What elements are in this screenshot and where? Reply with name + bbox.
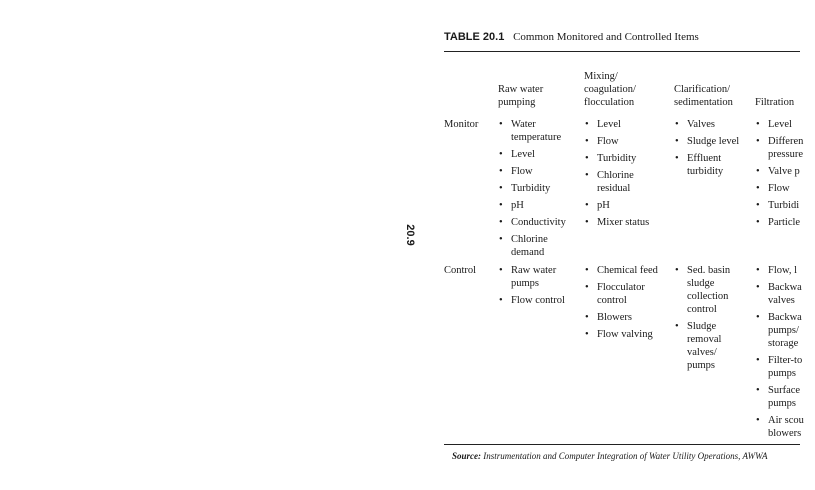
list-item: • Flow [755, 182, 815, 195]
list-item: • Chemical feed [584, 264, 664, 277]
source-label: Source: [452, 451, 481, 461]
table-caption [444, 31, 699, 43]
list-item: • Flow [498, 165, 576, 178]
monitor-raw-water-cell [498, 118, 576, 263]
source-text: Instrumentation and Computer Integration of Water Utility Operations, AWWA [483, 451, 768, 461]
list-item: • Blowers [584, 311, 664, 324]
list-item: • Sludge removal valves/ pumps [674, 320, 740, 372]
column-header-raw-water-pumping: Raw water pumping [498, 84, 544, 108]
list-item: • Flow [584, 135, 664, 148]
list-item: • Chlorine demand [498, 233, 576, 259]
column-header-clarification: Clarification/ sedimentation [674, 84, 733, 108]
control-mixing-cell [584, 264, 664, 345]
control-filtration-cell [755, 264, 815, 444]
monitor-clarification-cell [674, 118, 740, 182]
list-item: • Turbidity [584, 152, 664, 165]
list-item: • Flow control [498, 294, 580, 307]
list-item: • pH [498, 199, 576, 212]
list-item: • Level [584, 118, 664, 131]
list-item: • Sed. basin sludge collection control [674, 264, 740, 316]
list-item: • Raw water pumps [498, 264, 580, 290]
list-item: • Valves [674, 118, 740, 131]
list-item: • Backwa pumps/ storage [755, 311, 815, 350]
list-item: • Turbidi [755, 199, 815, 212]
list-item: • Level [498, 148, 576, 161]
list-item: • Surface pumps [755, 384, 815, 410]
row-label-control: Control [444, 265, 477, 276]
list-item: • Backwa valves [755, 281, 815, 307]
top-rule [444, 51, 800, 52]
list-item: • Mixer status [584, 216, 664, 229]
list-item: • Water temperature [498, 118, 576, 144]
list-item: • Effluent turbidity [674, 152, 740, 178]
list-item: • Chlorine residual [584, 169, 664, 195]
list-item: • Filter-to pumps [755, 354, 815, 380]
column-header-filtration: Filtration [755, 97, 795, 108]
list-item: • pH [584, 199, 664, 212]
control-clarification-cell [674, 264, 740, 376]
list-item: • Particle [755, 216, 815, 229]
monitor-mixing-cell [584, 118, 664, 233]
list-item: • Conductivity [498, 216, 576, 229]
list-item: • Sludge level [674, 135, 740, 148]
list-item: • Flocculator control [584, 281, 664, 307]
row-label-monitor: Monitor [444, 119, 479, 130]
list-item: • Valve p [755, 165, 815, 178]
monitor-filtration-cell [755, 118, 815, 233]
table-title: Common Monitored and Controlled Items [513, 31, 699, 43]
list-item: • Turbidity [498, 182, 576, 195]
list-item: • Level [755, 118, 815, 131]
list-item: • Differen pressure [755, 135, 815, 161]
page-number: 20.9 [404, 224, 416, 246]
list-item: • Air scou blowers [755, 414, 815, 440]
control-raw-water-cell [498, 264, 580, 311]
list-item: • Flow, l [755, 264, 815, 277]
list-item: • Flow valving [584, 328, 664, 341]
table-label: TABLE 20.1 [444, 31, 505, 43]
bottom-rule [444, 444, 800, 445]
column-header-mixing: Mixing/ coagulation/ flocculation [584, 71, 636, 108]
source-note [452, 451, 768, 461]
